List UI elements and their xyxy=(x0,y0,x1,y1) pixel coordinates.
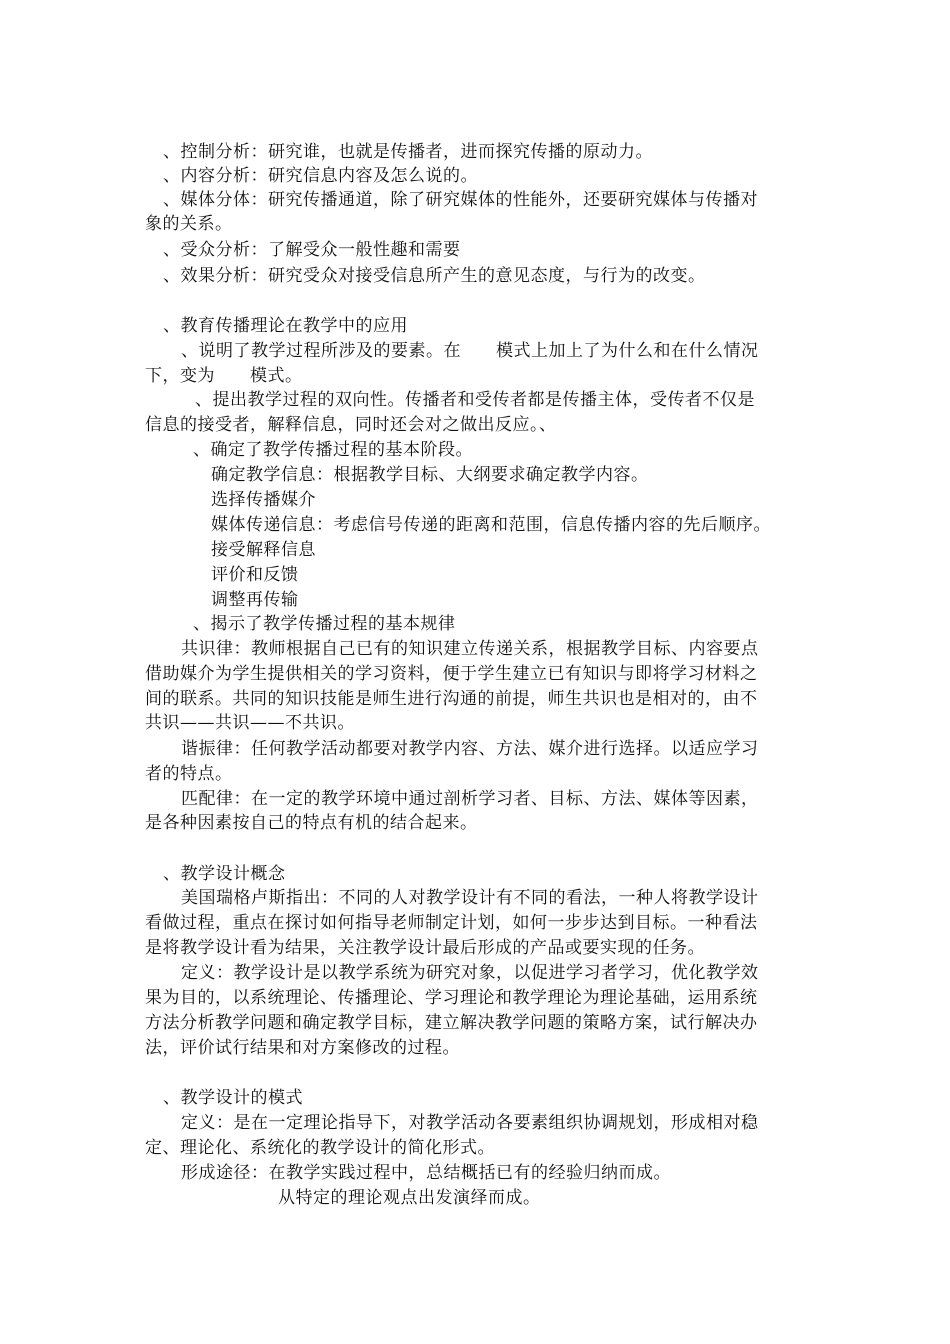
paragraph-line: 、确定了教学传播过程的基本阶段。 xyxy=(193,440,473,460)
paragraph-line: 果为目的，以系统理论、传播理论、学习理论和教学理论为理论基础，运用系统 xyxy=(145,988,758,1008)
stage-item: 媒体传递信息：考虑信号传递的距离和范围，信息传播内容的先后顺序。 xyxy=(211,515,771,535)
paragraph-line: 间的联系。共同的知识技能是师生进行沟通的前提，师生共识也是相对的，由不 xyxy=(145,689,758,709)
media-analysis-item-cont: 象的关系。 xyxy=(145,214,233,234)
paragraph-line: 是将教学设计看为结果，关注教学设计最后形成的产品或要实现的任务。 xyxy=(145,938,705,958)
paragraph-line: 借助媒介为学生提供相关的学习资料，便于学生建立已有知识与即将学习材料之 xyxy=(145,664,758,684)
paragraph-line: 形成途径：在教学实践过程中，总结概括已有的经验归纳而成。 xyxy=(181,1163,671,1183)
section-heading-design-model: 、教学设计的模式 xyxy=(163,1088,303,1108)
effect-analysis-item: 、效果分析：研究受众对接受信息所产生的意见态度，与行为的改变。 xyxy=(163,266,706,286)
paragraph-line: 方法分析教学问题和确定教学目标，建立解决教学问题的策略方案，试行解决办 xyxy=(145,1013,758,1033)
audience-analysis-item: 、受众分析：了解受众一般性趣和需要 xyxy=(163,240,461,260)
stage-item: 接受解释信息 xyxy=(211,540,316,560)
paragraph-line: 定义：是在一定理论指导下，对教学活动各要素组织协调规划，形成相对稳 xyxy=(181,1113,759,1133)
media-analysis-item: 、媒体分体：研究传播通道，除了研究媒体的性能外，还要研究媒体与传播对 xyxy=(163,190,758,210)
paragraph-line: 共识——共识——不共识。 xyxy=(145,713,355,733)
paragraph-line: 、提出教学过程的双向性。传播者和受传者都是传播主体，受传者不仅是 xyxy=(195,390,755,410)
paragraph-line: 定、理论化、系统化的教学设计的简化形式。 xyxy=(145,1138,495,1158)
stage-item: 确定教学信息：根据教学目标、大纲要求确定教学内容。 xyxy=(211,465,649,485)
paragraph-line: 、说明了教学过程所涉及的要素。在 模式上加上了为什么和在什么情况 xyxy=(181,341,759,361)
paragraph-line: 、揭示了教学传播过程的基本规律 xyxy=(193,614,456,634)
section-heading-application: 、教育传播理论在教学中的应用 xyxy=(163,316,408,336)
paragraph-line: 美国瑞格卢斯指出：不同的人对教学设计有不同的看法，一种人将教学设计 xyxy=(181,888,759,908)
paragraph-line: 谐振律：任何教学活动都要对教学内容、方法、媒介进行选择。以适应学习 xyxy=(181,739,759,759)
content-analysis-item: 、内容分析：研究信息内容及怎么说的。 xyxy=(163,166,478,186)
paragraph-line: 看做过程，重点在探讨如何指导老师制定计划，如何一步步达到目标。一种看法 xyxy=(145,913,758,933)
paragraph-line: 法，评价试行结果和对方案修改的过程。 xyxy=(145,1038,460,1058)
paragraph-line: 者的特点。 xyxy=(145,764,233,784)
stage-item: 选择传播媒介 xyxy=(211,490,316,510)
paragraph-line: 下，变为 模式。 xyxy=(145,366,303,386)
paragraph-line: 匹配律：在一定的教学环境中通过剖析学习者、目标、方法、媒体等因素， xyxy=(181,789,759,809)
paragraph-line: 信息的接受者，解释信息，同时还会对之做出反应。、 xyxy=(145,415,557,435)
section-heading-design-concept: 、教学设计概念 xyxy=(163,864,286,884)
paragraph-line: 是各种因素按自己的特点有机的结合起来。 xyxy=(145,813,478,833)
paragraph-line: 定义：教学设计是以教学系统为研究对象，以促进学习者学习，优化教学效 xyxy=(181,963,759,983)
stage-item: 评价和反馈 xyxy=(211,565,299,585)
control-analysis-item: 、控制分析：研究谁，也就是传播者，进而探究传播的原动力。 xyxy=(163,142,653,162)
paragraph-line: 从特定的理论观点出发演绎而成。 xyxy=(278,1188,541,1208)
stage-item: 调整再传输 xyxy=(211,590,299,610)
paragraph-line: 共识律：教师根据自己已有的知识建立传递关系，根据教学目标、内容要点 xyxy=(181,639,759,659)
